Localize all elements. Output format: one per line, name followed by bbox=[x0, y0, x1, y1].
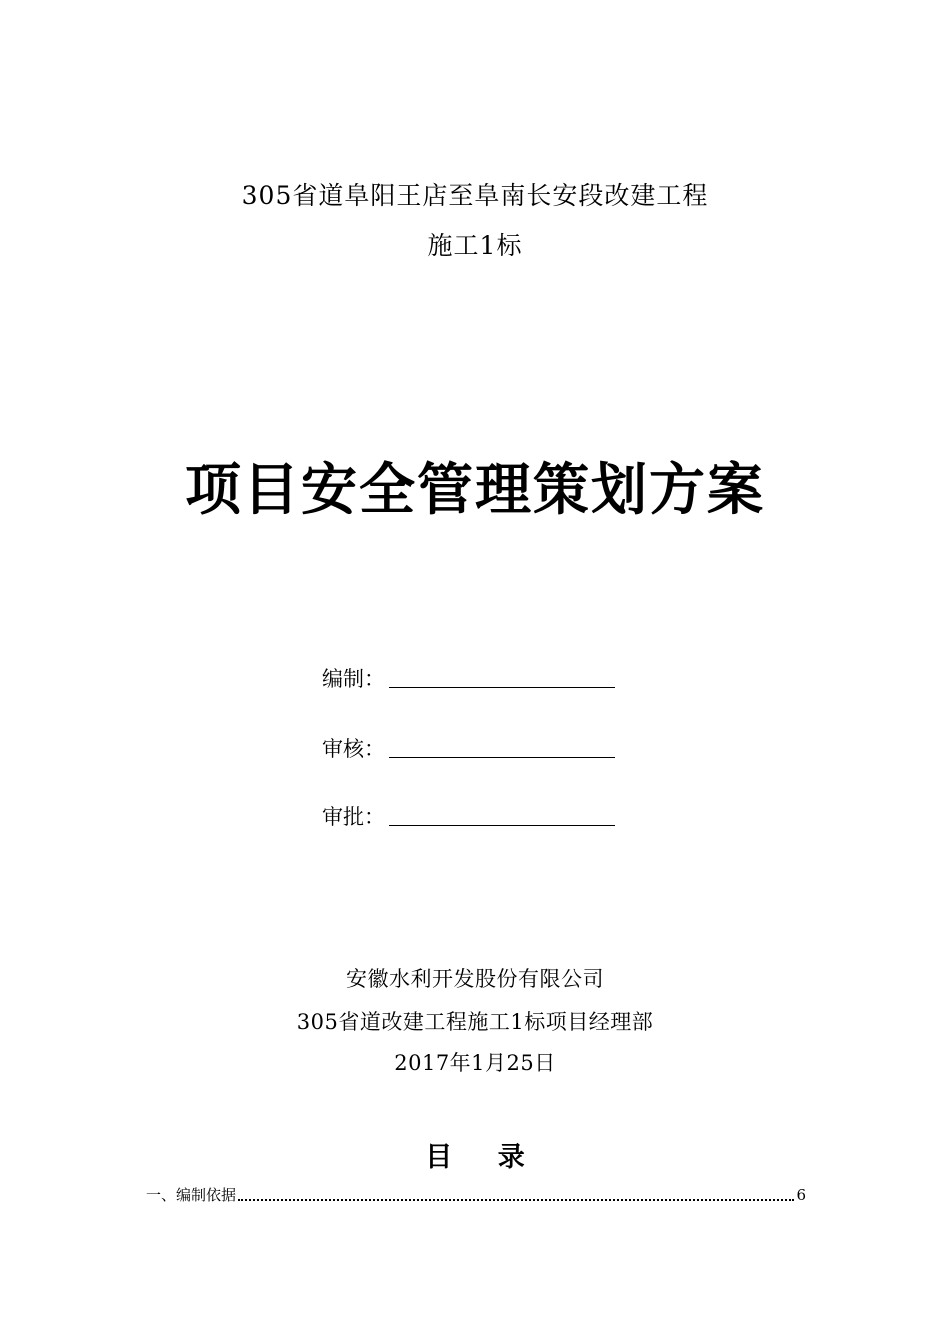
signature-row-review bbox=[322, 731, 615, 761]
project-name-line2: 施工1标 bbox=[427, 231, 523, 260]
signature-line-compile bbox=[389, 687, 615, 688]
signature-row-compile bbox=[322, 661, 615, 691]
signature-label-approve: 审批： bbox=[322, 805, 385, 829]
toc-item-label: 一、编制依据 bbox=[146, 1186, 237, 1204]
project-name-line1: 305省道阜阳王店至阜南长安段改建工程 bbox=[241, 181, 709, 210]
signature-label-review: 审核： bbox=[322, 737, 385, 761]
document-date: 2017年1月25日 bbox=[394, 1051, 556, 1075]
signature-label-compile: 编制： bbox=[322, 667, 385, 691]
toc-item-page-number: 6 bbox=[796, 1186, 806, 1204]
toc-item[interactable] bbox=[146, 1181, 806, 1205]
toc-heading: 目 录 bbox=[425, 1142, 543, 1173]
signature-line-approve bbox=[389, 825, 615, 826]
signature-row-approve bbox=[322, 799, 615, 829]
document-title: 项目安全管理策划方案 bbox=[185, 458, 765, 523]
organization-department: 305省道改建工程施工1标项目经理部 bbox=[296, 1010, 654, 1034]
signature-line-review bbox=[389, 757, 615, 758]
toc-leader-dots bbox=[238, 1199, 794, 1201]
organization-company: 安徽水利开发股份有限公司 bbox=[346, 967, 604, 991]
